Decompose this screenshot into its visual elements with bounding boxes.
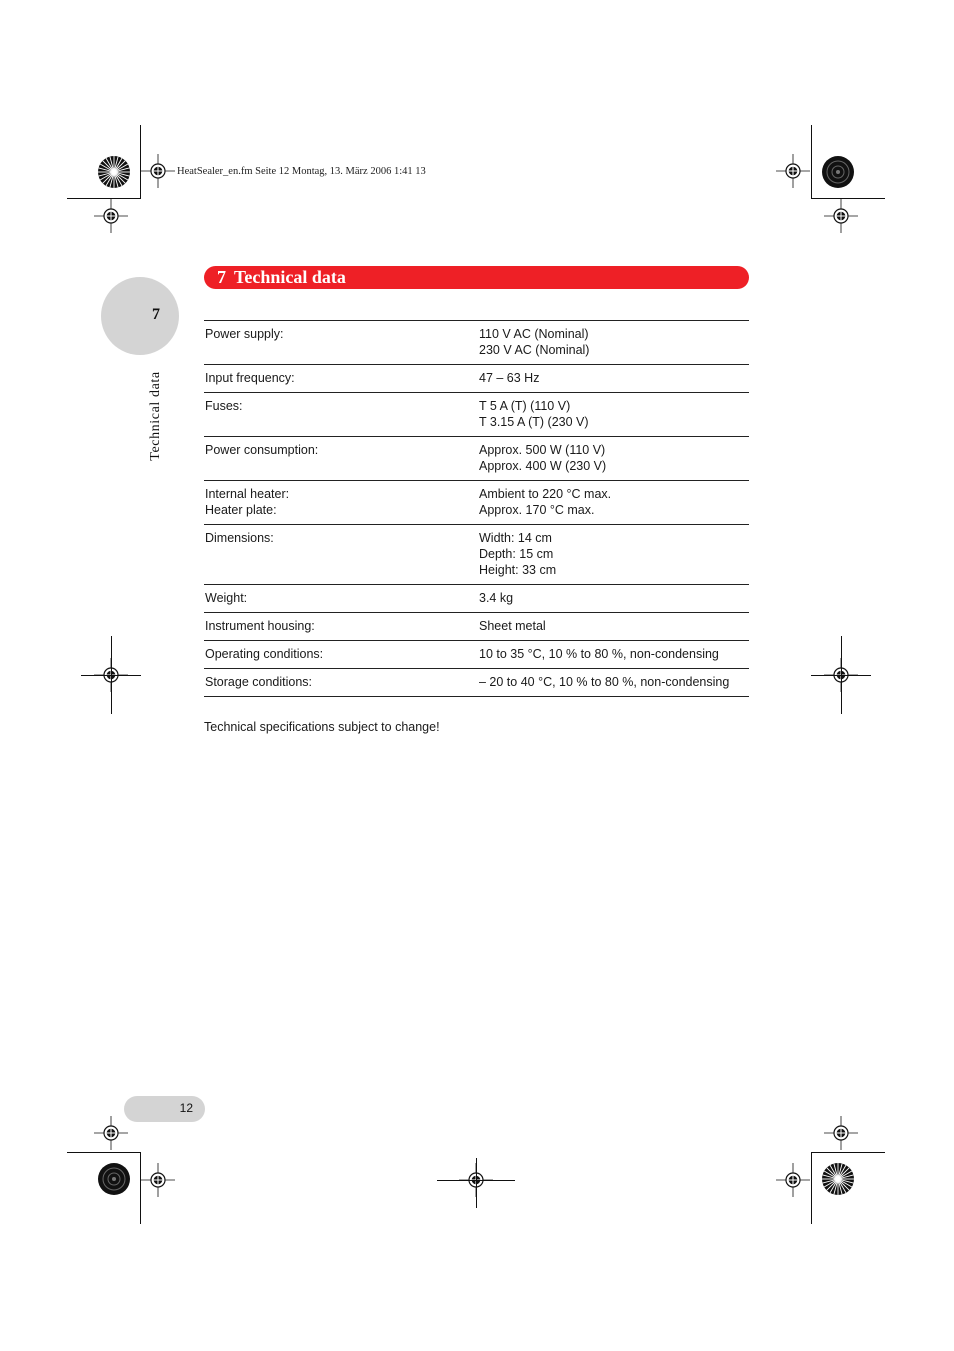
spec-value: Width: 14 cm: [479, 531, 552, 545]
spec-value-cell: [478, 641, 749, 669]
spec-value: 47 – 63 Hz: [479, 371, 540, 385]
spec-label: Internal heater:: [205, 487, 290, 501]
spec-value-cell: [478, 613, 749, 641]
star-target-icon: [97, 155, 131, 189]
spec-value: Approx. 500 W (110 V): [479, 443, 606, 457]
spec-label: Weight:: [205, 591, 248, 605]
spec-value: 110 V AC (Nominal): [479, 327, 589, 341]
spec-label: Instrument housing:: [205, 619, 315, 633]
spec-value-cell: [478, 481, 749, 525]
spec-value-cell: [478, 321, 749, 365]
spec-value-cell: [478, 585, 749, 613]
spec-label: Fuses:: [205, 399, 243, 413]
crop-line-tr-v: [811, 125, 812, 199]
spec-value: T 3.15 A (T) (230 V): [479, 415, 589, 429]
chapter-heading-bar: [204, 266, 749, 289]
spec-label-cell: [204, 641, 478, 669]
registration-target-icon: [824, 199, 858, 233]
spec-value-cell: [478, 437, 749, 481]
print-slug: HeatSealer_en.fm Seite 12 Montag, 13. März 2006 1:41 13: [177, 166, 426, 177]
spec-label-cell: [204, 525, 478, 585]
star-target-icon: [821, 1162, 855, 1196]
registration-target-icon: [141, 154, 175, 188]
spec-value: T 5 A (T) (110 V): [479, 399, 571, 413]
table-row: [204, 393, 749, 437]
spec-value: Sheet metal: [479, 619, 546, 633]
crop-line-br-h: [811, 1152, 885, 1153]
registration-target-icon: [776, 1163, 810, 1197]
page-number: 12: [179, 1101, 193, 1115]
spec-label-cell: [204, 669, 478, 697]
star-target-icon: [821, 155, 855, 189]
footnote: Technical specifications subject to change!: [204, 720, 440, 734]
spec-value: Approx. 170 °C max.: [479, 503, 595, 517]
spec-label: Storage conditions:: [205, 675, 313, 689]
crop-line-bl-h: [67, 1152, 141, 1153]
table-row: [204, 585, 749, 613]
spec-value: 10 to 35 °C, 10 % to 80 %, non-condensing: [479, 647, 719, 661]
spec-value: – 20 to 40 °C, 10 % to 80 %, non-condensing: [479, 675, 730, 689]
registration-target-icon: [776, 154, 810, 188]
spec-label-cell: [204, 585, 478, 613]
chapter-title-text: Technical data: [234, 267, 346, 287]
thumb-tab-number: 7: [152, 306, 160, 323]
table-row: [204, 481, 749, 525]
chapter-number: 7: [217, 267, 226, 287]
spec-label: Power consumption:: [205, 443, 319, 457]
page-number-tab: [124, 1096, 205, 1122]
chapter-title: [217, 266, 346, 289]
registration-hairline: [476, 1158, 477, 1208]
table-row: [204, 437, 749, 481]
spec-value: Approx. 400 W (230 V): [479, 459, 607, 473]
spec-value-cell: [478, 365, 749, 393]
spec-label-cell: [204, 365, 478, 393]
spec-value-cell: [478, 525, 749, 585]
table-row: [204, 613, 749, 641]
star-target-icon: [97, 1162, 131, 1196]
spec-label-cell: [204, 613, 478, 641]
spec-value: Height: 33 cm: [479, 563, 557, 577]
registration-target-icon: [94, 1116, 128, 1150]
registration-target-icon: [94, 199, 128, 233]
spec-value-cell: [478, 669, 749, 697]
spec-value: 3.4 kg: [479, 591, 514, 605]
spec-value: Depth: 15 cm: [479, 547, 554, 561]
spec-label-cell: [204, 437, 478, 481]
registration-target-icon: [824, 1116, 858, 1150]
spec-value: 230 V AC (Nominal): [479, 343, 590, 357]
table-row: [204, 321, 749, 365]
thumb-tab: [101, 277, 179, 355]
table-row: [204, 525, 749, 585]
spec-value: Ambient to 220 °C max.: [479, 487, 612, 501]
spec-table: [204, 320, 749, 697]
crop-line-br-v: [811, 1152, 812, 1224]
spec-label: Input frequency:: [205, 371, 295, 385]
spec-label-cell: [204, 481, 478, 525]
spec-label-cell: [204, 393, 478, 437]
registration-hairline: [841, 636, 842, 714]
registration-hairline: [111, 636, 112, 714]
spec-label-cell: [204, 321, 478, 365]
spec-label: Dimensions:: [205, 531, 274, 545]
table-row: [204, 641, 749, 669]
table-row: [204, 365, 749, 393]
thumb-tab-label: Technical data: [148, 371, 163, 461]
spec-label: Heater plate:: [205, 503, 277, 517]
spec-label: Operating conditions:: [205, 647, 324, 661]
spec-value-cell: [478, 393, 749, 437]
table-row: [204, 669, 749, 697]
registration-target-icon: [141, 1163, 175, 1197]
spec-label: Power supply:: [205, 327, 284, 341]
